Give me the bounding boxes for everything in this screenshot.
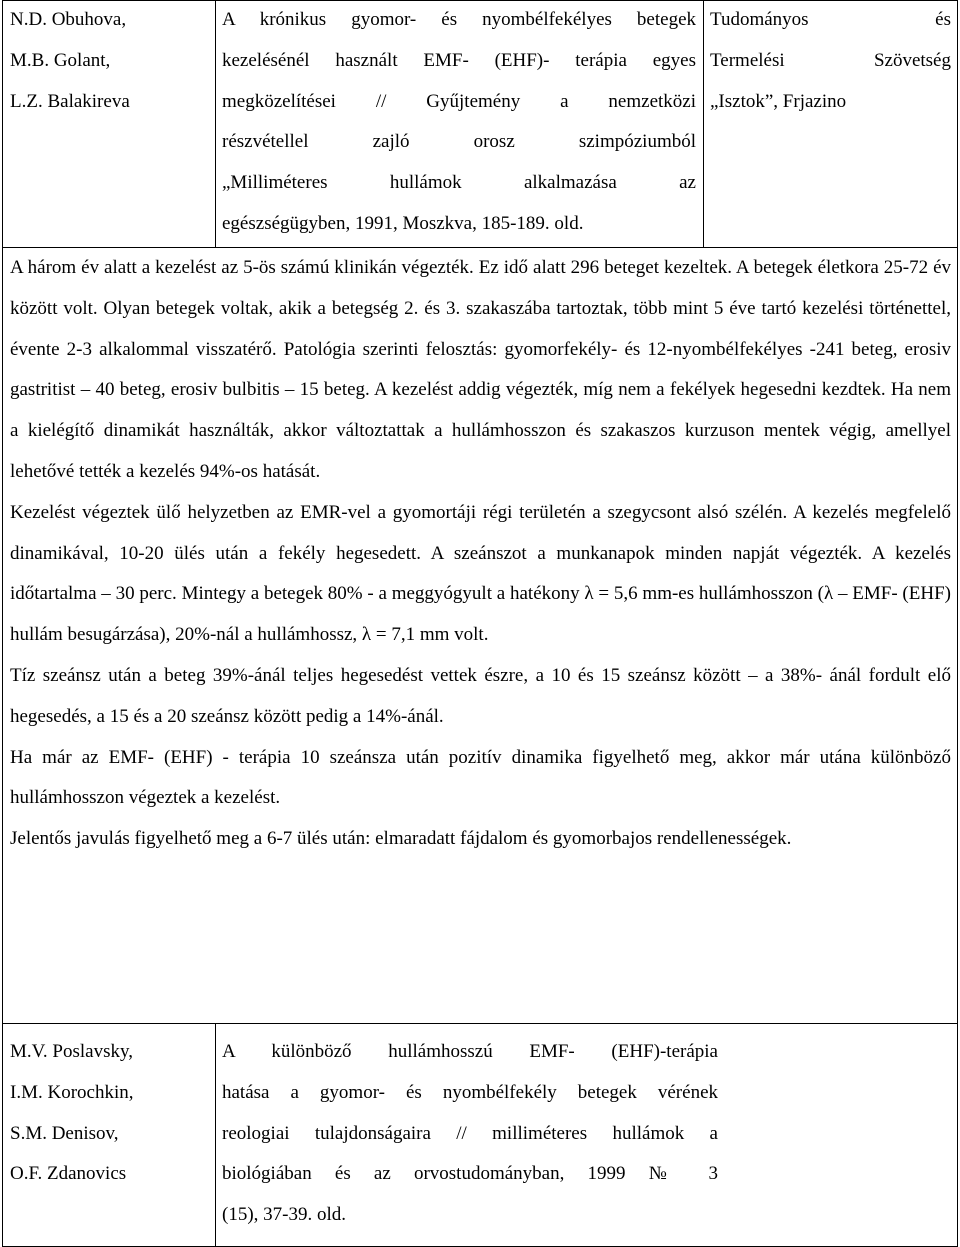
row1-divider-b bbox=[703, 0, 704, 247]
org-line: Termelési Szövetség bbox=[710, 49, 951, 71]
row3-citation bbox=[222, 1032, 718, 1236]
body-paragraph: Tíz szeánsz után a beteg 39%-ánál teljes hegesedést vettek észre, a 10 és 15 szeánsz között – a 38%- ánál fordult elő hegesedés, a 15 és a 20 szeánsz között pedig a 14%-ánál. bbox=[10, 664, 951, 727]
citation-line: biológiában és az orvostudományban, 1999 № 3 bbox=[222, 1163, 718, 1185]
body-paragraph: A három év alatt a kezelést az 5-ös számú klinikán végezték. Ez idő alatt 296 beteget kezeltek. A betegek életkora 25-72 év között volt. Olyan betegek voltak, akik a betegség 2. és 3. szakaszába tartoztak, több mint 5 éve tartó kezelési történettel, évente 2-3 alkalommal visszatérő. Patológia szerinti felosztás: gyomorfekély- és 12-nyombélfekélyes -241 beteg, erosiv gastritist – 40 beteg, erosiv bulbitis – 15 beteg. A kezelést addig végezték, míg nem a fekélyek hegesedni kezdtek. Ha nem a kielégítő dinamikát használták, akkor változtattak a hullámhosszon és szakaszos kurzuson mentek végig, amellyel lehetővé tették a kezelés 94%-os hatását. bbox=[10, 257, 951, 482]
citation-line: részvétellel zajló orosz szimpóziumból bbox=[222, 131, 696, 153]
citation-line: reologiai tulajdonságaira // milliméteres hullámok a bbox=[222, 1122, 718, 1144]
citation-line: (15), 37-39. old. bbox=[222, 1204, 347, 1226]
row2-body bbox=[10, 248, 951, 860]
row1-organization bbox=[710, 0, 951, 122]
author-name: M.V. Poslavsky, bbox=[10, 1041, 133, 1062]
row1-citation bbox=[222, 0, 696, 245]
body-paragraph: Kezelést végeztek ülő helyzetben az EMR-vel a gyomortáji régi területén a szegycsont alsó szélén. A kezelés megfelelő dinamikával, 10-20 ülés után a fekély hegesedett. A szeánszot a munkanapok minden napját végezték. A kezelés időtartalma – 30 perc. Mintegy a betegek 80% - a meggyógyult a hatékony λ = 5,6 mm-es hullámhosszon (λ – EMF- (EHF) hullám besugárzása), 20%-nál a hullámhossz, λ = 7,1 mm volt. bbox=[10, 501, 951, 646]
table-border-right bbox=[957, 0, 958, 1247]
author-name: M.B. Golant, bbox=[10, 49, 111, 71]
citation-line: A krónikus gyomor- és nyombélfekélyes betegek bbox=[222, 9, 696, 30]
body-paragraph: Ha már az EMF- (EHF) - terápia 10 szeánsza után pozitív dinamika figyelhető meg, akkor már utána különböző hullámhosszon végeztek a kezelést. bbox=[10, 746, 951, 809]
row2-bottom-rule bbox=[2, 1023, 958, 1024]
author-name: L.Z. Balakireva bbox=[10, 90, 130, 112]
author-name: O.F. Zdanovics bbox=[10, 1163, 127, 1185]
author-name: S.M. Denisov, bbox=[10, 1122, 119, 1144]
citation-line: A különböző hullámhosszú EMF- (EHF)-terápia bbox=[222, 1041, 718, 1062]
table-border-left bbox=[2, 0, 3, 1247]
org-line: Tudományos és bbox=[710, 9, 951, 30]
citation-line: megközelítései // Gyűjtemény a nemzetközi bbox=[222, 90, 696, 112]
citation-line: egészségügyben, 1991, Moszkva, 185-189. old. bbox=[222, 212, 584, 234]
org-line: „Isztok”, Frjazino bbox=[710, 90, 847, 112]
author-name: I.M. Korochkin, bbox=[10, 1081, 134, 1103]
row1-authors bbox=[10, 0, 210, 122]
row3-authors bbox=[10, 1032, 210, 1195]
row1-divider-a bbox=[215, 0, 216, 247]
body-paragraph: Jelentős javulás figyelhető meg a 6-7 ülés után: elmaradatt fájdalom és gyomorbajos rendellenességek. bbox=[10, 828, 792, 850]
citation-line: hatása a gyomor- és nyombélfekély betegek vérének bbox=[222, 1081, 718, 1103]
row3-divider bbox=[215, 1023, 216, 1247]
citation-line: „Milliméteres hullámok alkalmazása az bbox=[222, 172, 696, 194]
author-name: N.D. Obuhova, bbox=[10, 9, 127, 30]
citation-line: kezelésénél használt EMF- (EHF)- terápia egyes bbox=[222, 49, 696, 71]
